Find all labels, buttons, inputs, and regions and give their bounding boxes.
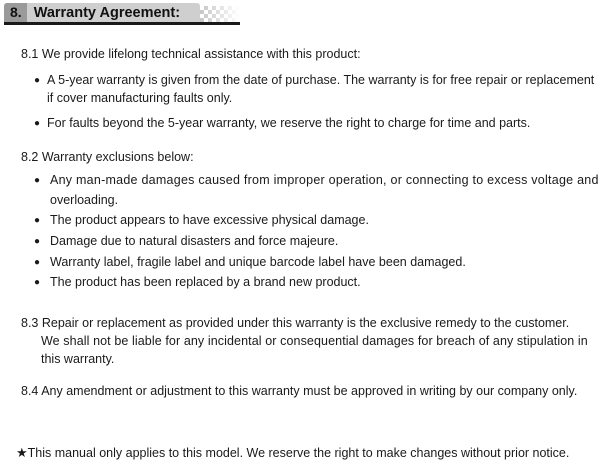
bullet-icon: ●	[34, 175, 41, 186]
clause-text-continued: this warranty.	[41, 352, 115, 366]
bullet-icon: ●	[34, 236, 41, 247]
clause-label: 8.2	[21, 150, 39, 164]
header-underline	[4, 22, 240, 25]
bullet-icon: ●	[34, 75, 41, 86]
section-title: Warranty Agreement:	[33, 4, 181, 21]
footer-note-text: This manual only applies to this model. We reserve the right to make changes without prior notice.	[27, 446, 570, 460]
clause-text: Repair or replacement as provided under this warranty is the exclusive remedy to the customer.	[41, 316, 570, 330]
star-icon: ★	[16, 445, 28, 460]
clause-text: Any amendment or adjustment to this warranty must be approved in writing by our company only.	[41, 384, 578, 398]
bullet-icon: ●	[34, 277, 41, 288]
clause-label: 8.1	[21, 47, 39, 61]
bullet-line: A 5-year warranty is given from the date of purchase. The warranty is for free repair or replacement	[47, 73, 595, 87]
bullet-icon: ●	[34, 215, 41, 226]
clause-text: We provide lifelong technical assistance with this product:	[41, 47, 361, 61]
clause-8-3	[21, 313, 569, 333]
bullet-line: The product has been replaced by a brand new product.	[50, 275, 361, 289]
bullet-line: Any man-made damages caused from improper operation, or connecting to excess voltage and	[50, 173, 599, 187]
clause-8-4	[21, 381, 577, 401]
bullet-line: The product appears to have excessive physical damage.	[50, 213, 369, 227]
footer-note	[16, 443, 569, 463]
section-title-tab	[4, 3, 200, 22]
bullet-line: Damage due to natural disasters and force majeure.	[50, 234, 339, 248]
bullet-line-continued: overloading.	[50, 193, 119, 207]
section-number: 8.	[4, 3, 27, 22]
clause-text: Warranty exclusions below:	[41, 150, 194, 164]
bullet-line-continued: if cover manufacturing faults only.	[47, 91, 233, 105]
bullet-icon: ●	[34, 118, 41, 129]
clause-8-1	[21, 44, 361, 64]
section-header	[4, 3, 240, 25]
clause-text-continued: We shall not be liable for any incidental or consequential damages for breach of any stipulation in	[41, 334, 588, 348]
bullet-line: Warranty label, fragile label and unique barcode label have been damaged.	[50, 255, 466, 269]
clause-label: 8.3	[21, 316, 39, 330]
bullet-icon: ●	[34, 257, 41, 268]
clause-8-2	[21, 147, 194, 167]
bullet-line: For faults beyond the 5-year warranty, we reserve the right to charge for time and parts.	[47, 116, 531, 130]
checker-decoration	[200, 6, 240, 22]
clause-label: 8.4	[21, 384, 39, 398]
